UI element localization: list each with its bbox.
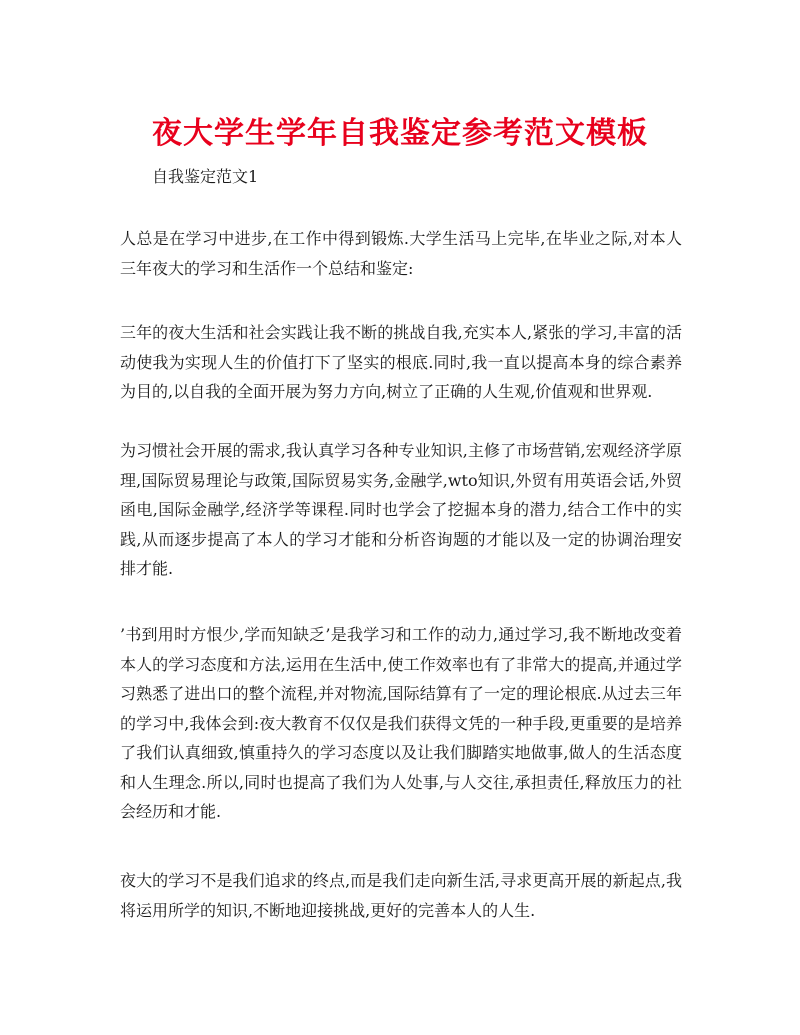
document-title: 夜大学生学年自我鉴定参考范文模板 <box>152 116 648 151</box>
document-subtitle: 自我鉴定范文1 <box>152 167 259 186</box>
paragraph-life-practice: 三年的夜大生活和社会实践让我不断的挑战自我,充实本人,紧张的学习,丰富的活动使我为实现人生的价值打下了坚实的根底.同时,我一直以提高本身的综合素养为目的,以自我的全面开展为努力方向,树立了正确的人生观,价值观和世界观. <box>120 323 682 401</box>
paragraph-courses: 为习惯社会开展的需求,我认真学习各种专业知识,主修了市场营销,宏观经济学原理,国际贸易理论与政策,国际贸易实务,金融学,wto知识,外贸有用英语会话,外贸函电,国际金融学,经济学等课程.同时也学会了挖掘本身的潜力,结合工作中的实践,从而逐步提高了本人的学习才能和分析咨询题的才能以及一定的协调治理安排才能. <box>120 441 682 578</box>
paragraph-conclusion: 夜大的学习不是我们追求的终点,而是我们走向新生活,寻求更高开展的新起点,我将运用所学的知识,不断地迎接挑战,更好的完善本人的人生. <box>120 871 682 920</box>
paragraph-learning-motivation: ’书到用时方恨少,学而知缺乏’是我学习和工作的动力,通过学习,我不断地改变着本人的学习态度和方法,运用在生活中,使工作效率也有了非常大的提高,并通过学习熟悉了进出口的整个流程,并对物流,国际结算有了一定的理论根底.从过去三年的学习中,我体会到:夜大教育不仅仅是我们获得文凭的一种手段,更重要的是培养了我们认真细致,慎重持久的学习态度以及让我们脚踏实地做事,做人的生活态度和人生理念.所以,同时也提高了我们为人处事,与人交往,承担责任,释放压力的社会经历和才能. <box>120 625 682 821</box>
paragraph-intro: 人总是在学习中进步,在工作中得到锻炼.大学生活马上完毕,在毕业之际,对本人三年夜大的学习和生活作一个总结和鉴定: <box>120 229 682 278</box>
